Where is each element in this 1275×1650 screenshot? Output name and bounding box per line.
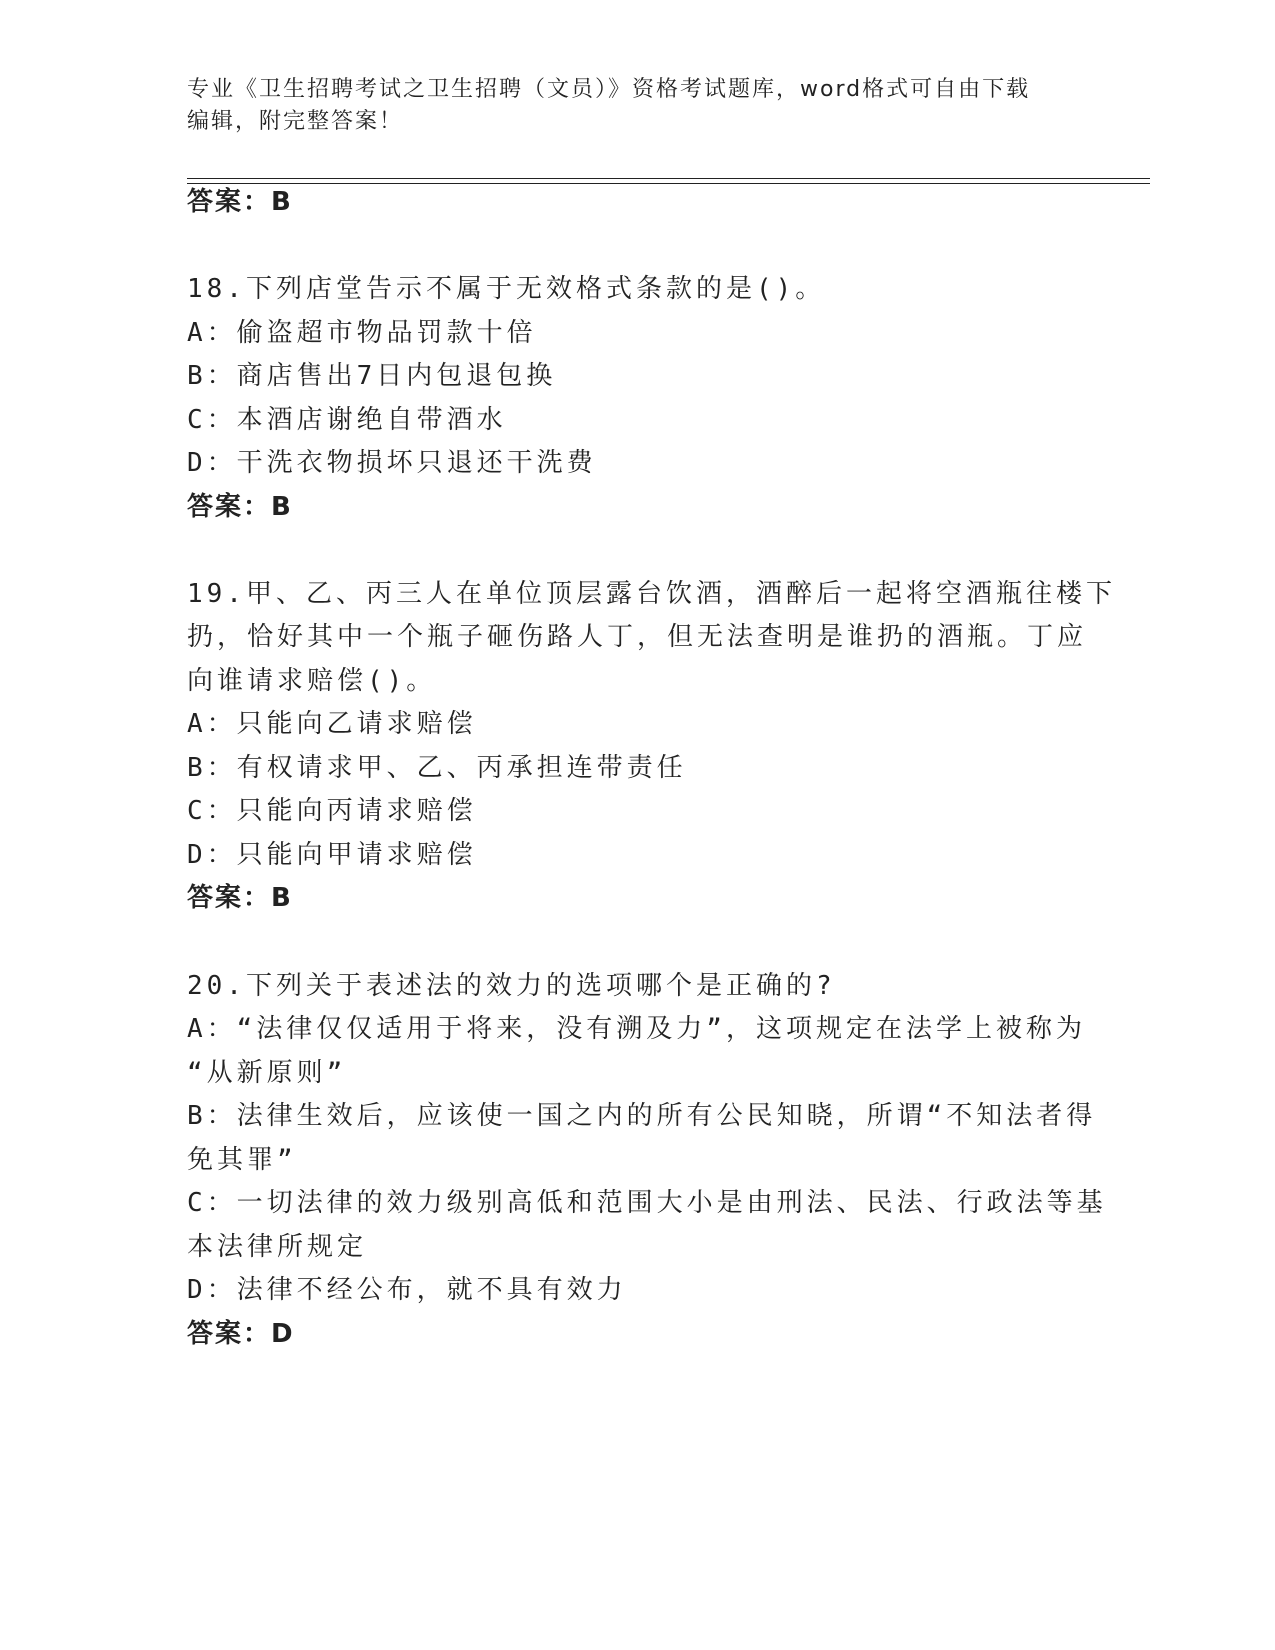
document-header <box>187 74 1087 138</box>
question-19-text-line-3: 向谁请求赔偿()。 <box>187 666 437 696</box>
header-divider-top <box>187 178 1150 179</box>
question-20-option-c-line-1: C：一切法律的效力级别高低和范围大小是由刑法、民法、行政法等基 <box>187 1188 1107 1218</box>
question-18-option-d: D：干洗衣物损坏只退还干洗费 <box>187 448 597 478</box>
header-line-2: 编辑，附完整答案！ <box>187 109 404 134</box>
question-19-text-line-2: 扔，恰好其中一个瓶子砸伤路人丁，但无法查明是谁扔的酒瓶。丁应 <box>187 622 1088 652</box>
question-19-text-line-1: 19.甲、乙、丙三人在单位顶层露台饮酒，酒醉后一起将空酒瓶往楼下 <box>187 579 1116 609</box>
question-20-option-a-line-1: A：“法律仅仅适用于将来，没有溯及力”，这项规定在法学上被称为 <box>187 1014 1086 1044</box>
question-19-option-c: C：只能向丙请求赔偿 <box>187 796 477 826</box>
question-20-option-c-line-2: 本法律所规定 <box>187 1232 368 1262</box>
question-20-option-b-line-1: B：法律生效后，应该使一国之内的所有公民知晓，所谓“不知法者得 <box>187 1101 1097 1131</box>
question-18-answer: 答案：B <box>187 492 293 522</box>
answer-previous: 答案：B <box>187 187 293 217</box>
question-18-option-b: B：商店售出7日内包退包换 <box>187 361 557 391</box>
question-20-option-b-line-2: 免其罪” <box>187 1145 297 1175</box>
question-19-option-d: D：只能向甲请求赔偿 <box>187 840 477 870</box>
question-20-option-a-line-2: “从新原则” <box>187 1058 347 1088</box>
question-19-option-b: B：有权请求甲、乙、丙承担连带责任 <box>187 753 687 783</box>
header-divider-bottom <box>187 183 1150 184</box>
question-19-answer: 答案：B <box>187 883 293 913</box>
question-20-option-d: D：法律不经公布，就不具有效力 <box>187 1275 627 1305</box>
question-18-text: 18.下列店堂告示不属于无效格式条款的是()。 <box>187 274 826 304</box>
question-18-option-c: C：本酒店谢绝自带酒水 <box>187 405 507 435</box>
question-20-answer: 答案：D <box>187 1319 295 1349</box>
question-20-text: 20.下列关于表述法的效力的选项哪个是正确的? <box>187 971 836 1001</box>
question-19-option-a: A：只能向乙请求赔偿 <box>187 709 477 739</box>
question-18-option-a: A：偷盗超市物品罚款十倍 <box>187 318 537 348</box>
header-line-1: 专业《卫生招聘考试之卫生招聘（文员）》资格考试题库，word格式可自由下载 <box>187 77 1031 102</box>
